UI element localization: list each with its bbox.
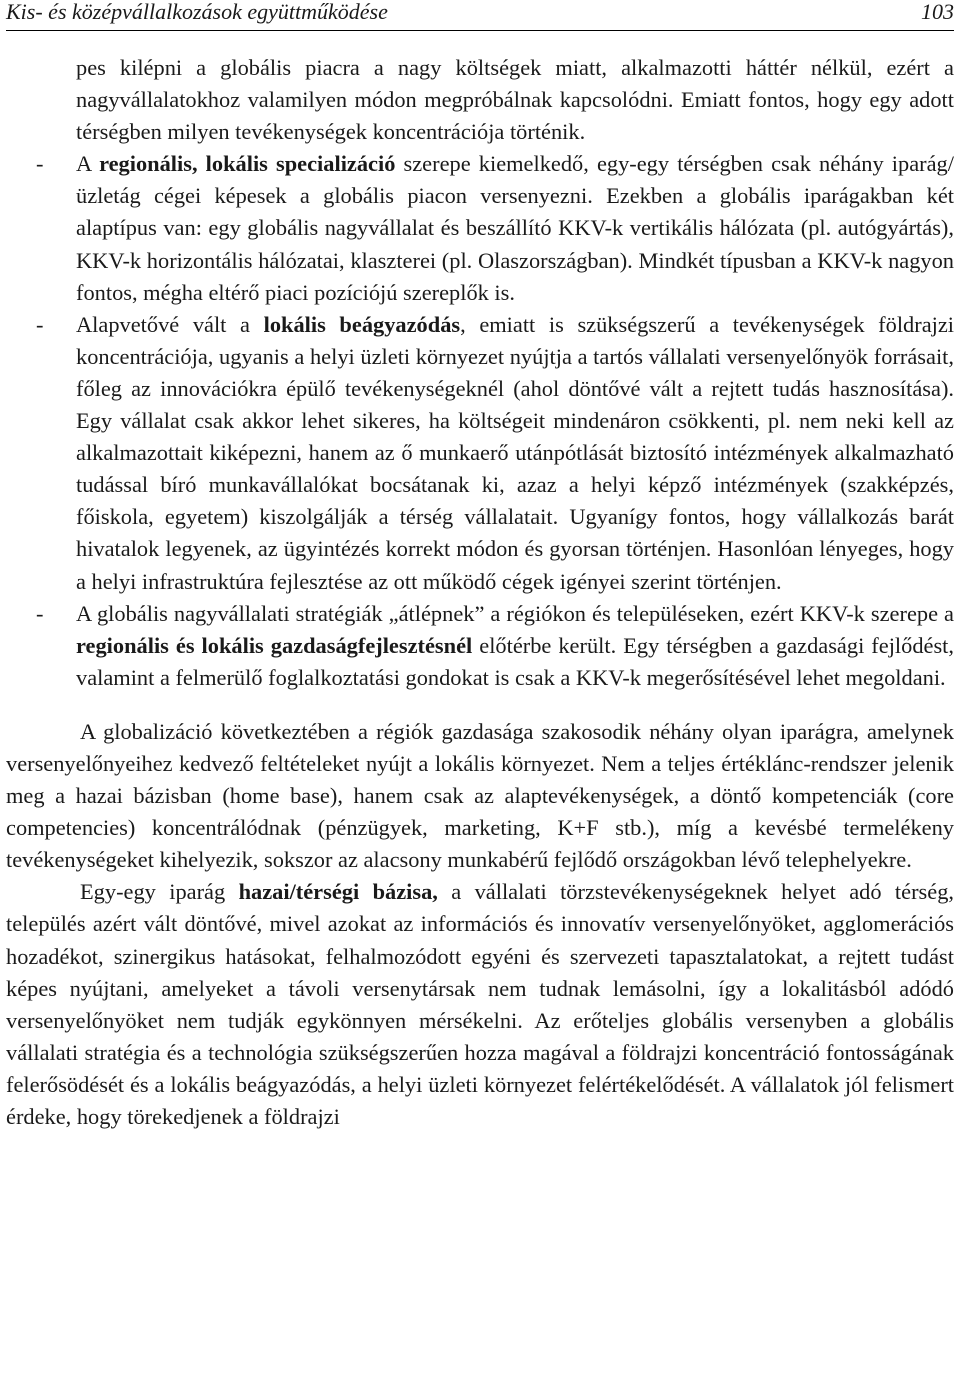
body-paragraph: A globalizáció következtében a régiók gazdasága szakosodik néhány olyan iparágra, amelynek versenyelőnyeihez kedvező feltételeket nyújt a lokális környezet. Nem a teljes értéklánc-rendszer jelenik meg a hazai bázisban (home base), hanem csak az alaptevékenységek, a döntő kompetenciák (core competencies) koncentrálódnak (pénzügyek, marketing, K+F stb.), míg a kevésbé termelékeny tevékenységeket kihelyezik, sokszor az alacsony munkabérű fejlődő országokban lévő telephelyekre. (6, 718, 954, 873)
list-dash: - (36, 151, 44, 177)
page-body (6, 52, 954, 1133)
running-header (6, 0, 954, 31)
body-paragraph: Egy-egy iparág hazai/térségi bázisa, a vállalati törzstevékenységeknek helyet adó térség, település azért vált döntővé, mivel azokat az információs és innovatív versenyelőnyöket, agglomerációs hozadékot, szinergikus hatásokat, felhalmozódott egyéni és szervezeti tapasztalatokat, a rejtett tudást képes nyújtani, amelyeket a távoli versenytársak nem tudnak lemásolni, így a lokalitásból adódó versenyelőnyöket nem tudják egykönnyen mérsékelni. Az erőteljes globális versenyben a globális vállalati stratégia és a technológia szükségszerűen hozza magával a földrajzi koncentráció fontosságának felerősödését és a lokális beágyazódás, a helyi üzleti környezet felértékelődését. A vállalatok jól felismert érdeke, hogy törekedjenek a földrajzi (6, 879, 954, 1129)
list-item: - A globális nagyvállalati stratégiák „átlépnek” a régiókon és településeken, ezért KKV-k szerepe a regionális és lokális gazdaságfejlesztésnél előtérbe került. Egy térségben a gazdasági fejlődést, valamint a felmerülő foglalkoztatási gondokat is csak a KKV-k megerősítésével lehet megoldani. (6, 598, 954, 694)
emphasis: regionális, lokális specializáció (99, 151, 396, 177)
list-dash: - (36, 600, 44, 626)
emphasis: hazai/térségi bázisa, (238, 879, 438, 905)
emphasis: lokális beágyazódás (263, 311, 461, 337)
page-number: 103 (921, 0, 954, 24)
header-title: Kis- és középvállalkozások együttműködése (6, 0, 388, 24)
list-item: - Alapvetővé vált a lokális beágyazódás, emiatt is szükségszerű a tevékenységek földrajzi koncentrációja, ugyanis a helyi üzleti környezet nyújtja a tartós vállalati versenyelőnyök forrásait, főleg az innovációkra épülő tevékenységeknél (ahol döntővé vált a rejtett tudás hasznosítása). Egy vállalat csak akkor lehet sikeres, ha költségeit mindenáron csökkenti, pl. nem neki kell az alkalmazottait kiképezni, hanem az ő munkaerő utánpótlását biztosító intézmények alkalmazható tudással bíró munkavállalókat bocsátanak ki, azaz a helyi képző intézmények (szakképzés, főiskola, egyetem) kiszolgálják a térség vállalatait. Ugyanígy fontos, hogy vállalkozás barát hivatalok legyenek, az ügyintézés korrekt módon és gyorsan történjen. Hasonlóan lényeges, hogy a helyi infrastruktúra fejlesztése az ott működő cégek igényei szerint történjen. (6, 309, 954, 598)
list-item: - A regionális, lokális specializáció szerepe kiemelkedő, egy-egy térségben csak néhány iparág/üzletág cégei képesek a globális piacon versenyezni. Ezekben a globális iparágakban két alaptípus van: egy globális nagyvállalat és beszállító KKV-k vertikális hálózata (pl. autógyártás), KKV-k horizontális hálózatai, klaszterei (pl. Olaszországban). Mindkét típusban a KKV-k nagyon fontos, mégha eltérő piaci pozíciójú szereplők is. (6, 148, 954, 308)
emphasis: regionális és lokális gazdaságfejlesztésnél (76, 632, 473, 658)
continued-paragraph: pes kilépni a globális piacra a nagy költségek miatt, alkalmazotti háttér nélkül, ezért a nagyvállalatokhoz valamilyen módon megpróbálnak kapcsolódni. Emiatt fontos, hogy egy adott térségben milyen tevékenységek koncentrációja történik. (76, 55, 954, 145)
list-dash: - (36, 311, 44, 337)
